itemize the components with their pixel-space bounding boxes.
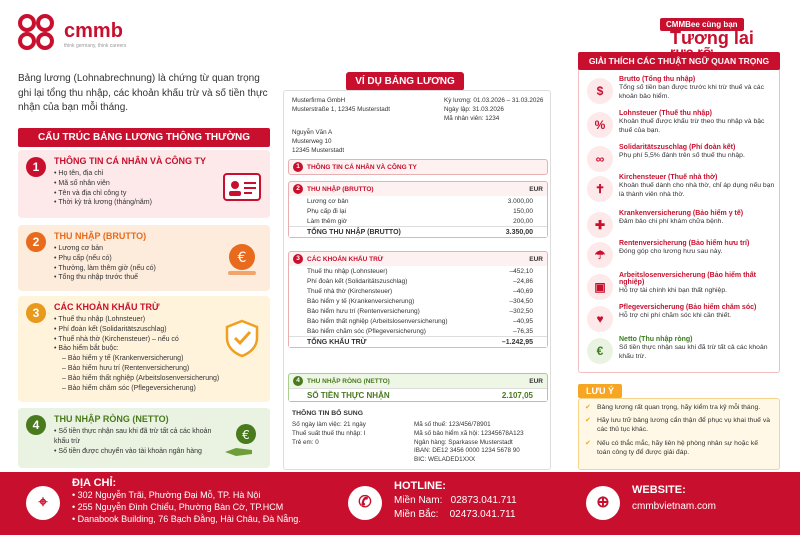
section-personal (288, 159, 548, 175)
section-gross (288, 181, 548, 238)
table-row: Lương cơ bản 3.000,00 (289, 196, 547, 206)
card-title: THU NHẬP RÒNG (NETTO) (54, 414, 169, 424)
extra-item: Trẻ em: 0 (292, 438, 319, 446)
table-row: Thuế thu nhập (Lohnsteuer) –452,10 (289, 266, 547, 276)
card-title: THÔNG TIN CÁ NHÂN VÀ CÔNG TY (54, 156, 206, 166)
brand-logo (18, 14, 126, 54)
card-title: CÁC KHOẢN KHẤU TRỪ (54, 302, 160, 312)
notes-panel (578, 398, 780, 470)
brand-tagline: think germany, think careers (64, 42, 127, 49)
section-title: THÔNG TIN CÁ NHÂN VÀ CÔNG TY (307, 163, 417, 171)
address-line: • 255 Nguyễn Đình Chiểu, Phường Bàn Cờ, TP.HCM (72, 502, 284, 513)
currency-label: EUR (529, 255, 543, 263)
address-line: • 302 Nguyễn Trãi, Phường Đại Mỗ, TP. Hà Nội (72, 490, 261, 500)
website-title: WEBSITE: (632, 484, 686, 496)
card-item: • Thuế nhà thờ (Kirchensteuer) – nếu có (54, 335, 262, 345)
section-number: 1 (293, 162, 303, 172)
table-row: Làm thêm giờ 200,00 (289, 216, 547, 226)
church-icon: ✝ (587, 176, 613, 202)
card-title: THU NHẬP (BRUTTO) (54, 231, 147, 241)
briefcase-icon: ▣ (587, 274, 613, 300)
extra-item: Số ngày làm việc: 21 ngày (292, 421, 366, 428)
id-card-icon (222, 166, 262, 206)
phone-icon: ✆ (348, 486, 382, 520)
card-item: • Thuế thu nhập (Lohnsteuer) (54, 315, 262, 325)
section-title: THU NHẬP (BRUTTO) (307, 185, 374, 193)
currency-label: EUR (529, 185, 543, 193)
hand-euro-icon: € (587, 338, 613, 364)
slogan-line: Tương lai (670, 28, 754, 48)
glossary-item: ♥ Pflegeversicherung (Bảo hiểm chăm sóc) Hỗ trợ chi phí chăm sóc khi cần thiết. (583, 304, 779, 320)
card-subitem: – Bảo hiểm chăm sóc (Pflegeversicherung) (54, 384, 262, 394)
extra-item: Mã số thuế: 123/456/78901 (414, 421, 491, 428)
address-title: ĐỊA CHỈ: (72, 477, 117, 489)
card-number: 3 (26, 303, 46, 323)
address-line: • Danabook Building, 76 Bạch Đằng, Hải Châu, Đà Nẵng. (72, 514, 301, 525)
hand-euro-icon (222, 420, 262, 460)
card-number: 2 (26, 232, 46, 252)
slogan-badge: CMMBee cùng bạn (660, 18, 744, 31)
chain-link-icon: ∞ (587, 146, 613, 172)
hotline-title: HOTLINE: (394, 480, 446, 492)
card-item: • Thưởng, làm thêm giờ (nếu có) (54, 264, 262, 274)
structure-title: CẤU TRÚC BẢNG LƯƠNG THÔNG THƯỜNG (18, 128, 270, 147)
card-item: • Lương cơ bản (54, 244, 262, 254)
glossary-title: GIẢI THÍCH CÁC THUẬT NGỮ QUAN TRỌNG (578, 52, 780, 70)
glossary-item: % Lohnsteuer (Thuế thu nhập) Khoản thuế được khấu trừ theo thu nhập và bậc thuế của bạn. (583, 110, 779, 135)
payslip-document (283, 90, 551, 470)
card-number: 1 (26, 157, 46, 177)
extra-item: Thuế suất thuế thu nhập: I (292, 429, 366, 437)
table-row: Phụ cấp đi lại 150,00 (289, 206, 547, 216)
total-row: TỔNG THU NHẬP (BRUTTO) 3.350,00 (289, 226, 547, 237)
card-item: • Mã số nhân viên (54, 179, 262, 189)
structure-card-4 (18, 408, 270, 468)
glossary-item: ✝ Kirchensteuer (Thuế nhà thờ) Khoản thuế dành cho nhà thờ, chỉ áp dụng nếu bạn là thành viên nhà thờ. (583, 174, 779, 199)
svg-text:€: € (237, 250, 247, 266)
care-heart-icon: ♥ (587, 306, 613, 332)
card-item: • Số tiền được chuyển vào tài khoản ngân hàng (54, 447, 218, 457)
footer (0, 472, 800, 535)
cmmb-logo-icon (18, 14, 58, 54)
euro-coins-icon (222, 239, 262, 279)
table-row: Bảo hiểm y tế (Krankenversicherung) –304,50 (289, 296, 547, 306)
structure-card-2 (18, 225, 270, 291)
card-item: • Số tiền thực nhận sau khi đã trừ tất cả các khoản khấu trừ (54, 427, 218, 447)
glossary-panel (578, 67, 780, 373)
card-number: 4 (26, 415, 46, 435)
svg-text:€: € (242, 428, 250, 442)
company-name: Musterfirma GmbH (292, 97, 346, 104)
card-item: • Tên và địa chỉ công ty (54, 189, 262, 199)
structure-card-1 (18, 150, 270, 218)
table-row: Bảo hiểm hưu trí (Rentenversicherung) –302,50 (289, 306, 547, 316)
hotline-number[interactable]: Miền Nam: 02873.041.711 (394, 495, 517, 506)
card-subitem: – Bảo hiểm hưu trí (Rentenversicherung) (54, 364, 262, 374)
table-row: Bảo hiểm chăm sóc (Pflegeversicherung) –76,35 (289, 326, 547, 336)
section-title: CÁC KHOẢN KHẤU TRỪ (307, 255, 384, 263)
intro-text: Bảng lương (Lohnabrechnung) là chứng từ quan trọng ghi lại tổng thu nhập, các khoản khấu trừ và số tiền thực nhận của bạn mỗi tháng. (18, 73, 268, 113)
employee-id: Mã nhân viên: 1234 (444, 114, 500, 122)
card-item: • Họ tên, địa chỉ (54, 169, 262, 179)
extra-item: Ngân hàng: Sparkasse Musterstadt (414, 438, 513, 446)
glossary-item: $ Brutto (Tổng thu nhập) Tổng số tiền bạn được trước khi trừ thuế và các khoản bảo hiểm. (583, 76, 779, 101)
section-net (288, 373, 548, 402)
glossary-item: ☂ Rentenversicherung (Bảo hiểm hưu trí) Đóng góp cho lương hưu sau này. (583, 240, 779, 256)
employee-name: Nguyễn Văn A (292, 129, 333, 136)
glossary-item: ▣ Arbeitslosenversicherung (Bảo hiểm thất nghiệp) Hỗ trợ tài chính khi bạn thất nghiệp. (583, 272, 779, 295)
note-title: LƯU Ý (578, 384, 622, 398)
pay-period: Kỳ lương: 01.03.2026 – 31.03.2026 (444, 97, 544, 104)
structure-card-3 (18, 296, 270, 402)
note-item: ✔ Hãy lưu trữ bảng lương cẩn thận để phục vụ khai thuế và các thủ tục khác. (585, 416, 773, 434)
currency-label: EUR (529, 377, 543, 385)
section-number: 4 (293, 376, 303, 386)
employee-city: 12345 Musterstadt (292, 146, 345, 154)
section-deductions (288, 251, 548, 348)
section-number: 2 (293, 184, 303, 194)
company-address: Musterstraße 1, 12345 Musterstadt (292, 105, 390, 113)
card-item: • Thời kỳ trả lương (tháng/năm) (54, 198, 262, 208)
glossary-item: ∞ Solidaritätszuschlag (Phí đoàn kết) Phụ phí 5,5% đánh trên số thuế thu nhập. (583, 144, 779, 160)
example-title: VÍ DỤ BẢNG LƯƠNG (346, 72, 464, 91)
extra-item: Mã số bảo hiểm xã hội: 12345678A123 (414, 429, 524, 437)
card-subitem: – Bảo hiểm thất nghiệp (Arbeitslosenversicherung) (54, 374, 262, 384)
card-item: • Phụ cấp (nếu có) (54, 254, 262, 264)
section-title: THU NHẬP RÒNG (NETTO) (307, 377, 390, 385)
card-item: • Phí đoàn kết (Solidaritätszuschlag) (54, 325, 262, 335)
glossary-item: ✚ Krankenversicherung (Bảo hiểm y tế) Đảm bảo chi phí khám chữa bệnh. (583, 210, 779, 226)
globe-icon: ⊕ (586, 486, 620, 520)
coins-icon: $ (587, 78, 613, 104)
brand-name: cmmb (64, 19, 123, 42)
percent-icon: % (587, 112, 613, 138)
table-row: Bảo hiểm thất nghiệp (Arbeitslosenversicherung) –40,95 (289, 316, 547, 326)
extra-info-title: THÔNG TIN BỔ SUNG (292, 410, 363, 417)
issue-date: Ngày lập: 31.03.2026 (444, 105, 504, 113)
elderly-icon: ☂ (587, 242, 613, 268)
employee-street: Musterweg 10 (292, 137, 332, 145)
extra-item: BIC: WELADED1XXX (414, 456, 476, 464)
location-pin-icon: ⌖ (26, 486, 60, 520)
note-item: ✔ Bảng lương rất quan trọng, hãy kiểm tra kỹ mỗi tháng. (585, 403, 773, 412)
note-item: ✔ Nếu có thắc mắc, hãy liên hệ phòng nhân sự hoặc kế toán công ty để được giải đáp. (585, 439, 773, 457)
shield-check-icon (222, 318, 262, 358)
section-number: 3 (293, 254, 303, 264)
card-subitem: – Bảo hiểm y tế (Krankenversicherung) (54, 354, 262, 364)
card-item: • Tổng thu nhập trước thuế (54, 273, 262, 283)
extra-item: IBAN: DE12 3456 0000 1234 5678 90 (414, 447, 520, 455)
glossary-item: € Netto (Thu nhập ròng) Số tiền thực nhận sau khi đã trừ tất cả các khoản khấu trừ. (583, 336, 779, 361)
hotline-number[interactable]: Miền Bắc: 02473.041.711 (394, 508, 516, 520)
website-link[interactable]: cmmbvietnam.com (632, 501, 716, 512)
net-total-row: SỐ TIỀN THỰC NHẬN 2.107,05 (289, 388, 547, 401)
table-row: Thuế nhà thờ (Kirchensteuer) –40,69 (289, 286, 547, 296)
card-item: • Bảo hiểm bắt buộc: (54, 344, 262, 354)
medical-cross-icon: ✚ (587, 212, 613, 238)
table-row: Phí đoàn kết (Solidaritätszuschlag) –24,86 (289, 276, 547, 286)
total-row: TỔNG KHẤU TRỪ –1.242,95 (289, 336, 547, 347)
